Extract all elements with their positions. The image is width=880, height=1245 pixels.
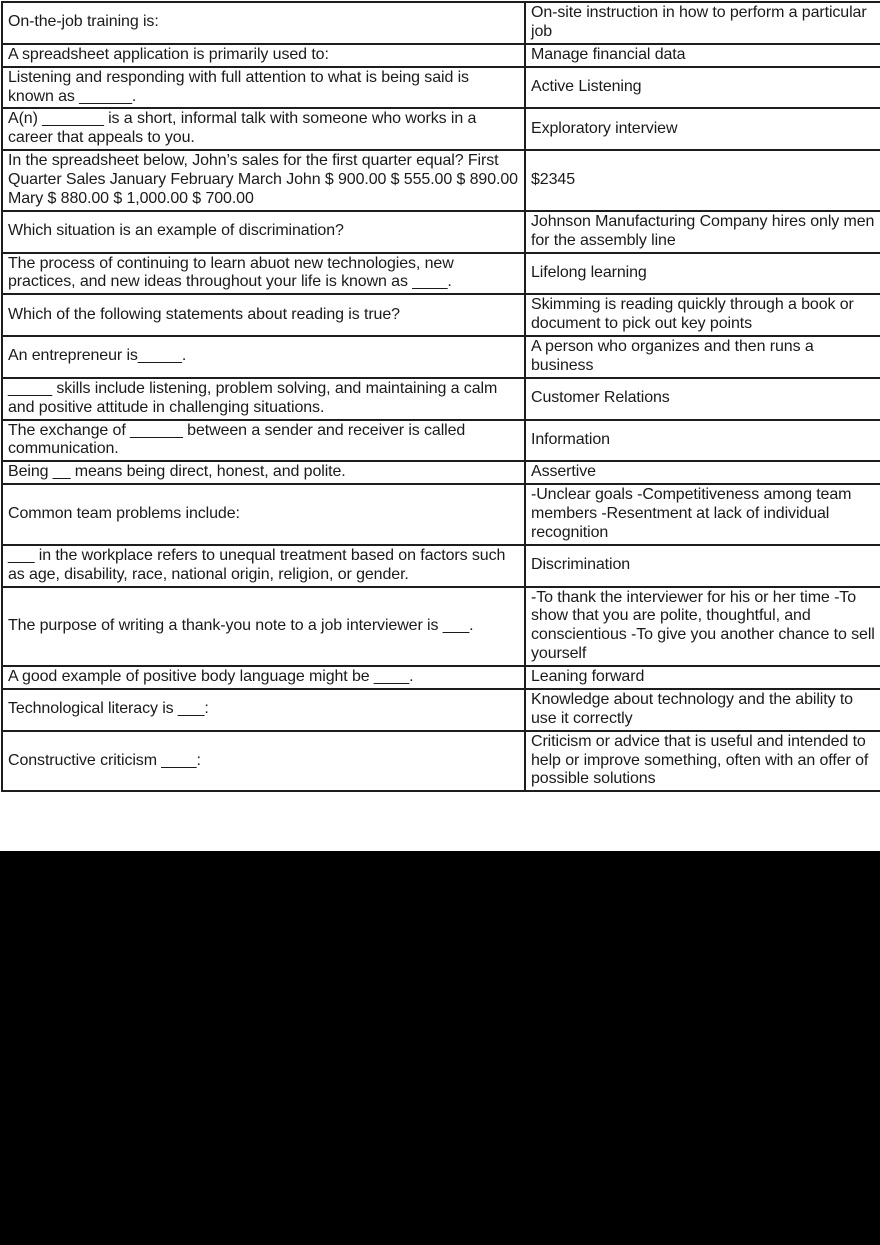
answer-cell: Skimming is reading quickly through a book or document to pick out key points bbox=[525, 294, 880, 336]
answer-cell: Knowledge about technology and the ability to use it correctly bbox=[525, 689, 880, 731]
answer-cell: Leaning forward bbox=[525, 666, 880, 689]
page-bottom-margin bbox=[0, 792, 880, 851]
question-cell: On-the-job training is: bbox=[2, 2, 525, 44]
qa-table bbox=[1, 1, 880, 792]
question-cell: _____ skills include listening, problem solving, and maintaining a calm and positive attitude in challenging situations. bbox=[2, 378, 525, 420]
table-row bbox=[2, 253, 880, 295]
answer-cell: Manage financial data bbox=[525, 44, 880, 67]
answer-cell: Active Listening bbox=[525, 67, 880, 109]
answer-cell: A person who organizes and then runs a business bbox=[525, 336, 880, 378]
answer-cell: Lifelong learning bbox=[525, 253, 880, 295]
question-cell: Common team problems include: bbox=[2, 484, 525, 545]
question-cell: In the spreadsheet below, John’s sales for the first quarter equal? First Quarter Sales January February March John $ 900.00 $ 555.00 $ 890.00 Mary $ 880.00 $ 1,000.00 $ 700.00 bbox=[2, 150, 525, 211]
table-row bbox=[2, 336, 880, 378]
table-row bbox=[2, 44, 880, 67]
table-row bbox=[2, 545, 880, 587]
table-row bbox=[2, 2, 880, 44]
table-row bbox=[2, 294, 880, 336]
question-cell: Listening and responding with full attention to what is being said is known as ______. bbox=[2, 67, 525, 109]
question-cell: Constructive criticism ____: bbox=[2, 731, 525, 792]
answer-cell: On-site instruction in how to perform a particular job bbox=[525, 2, 880, 44]
question-cell: ___ in the workplace refers to unequal treatment based on factors such as age, disability, race, national origin, religion, or gender. bbox=[2, 545, 525, 587]
table-row bbox=[2, 666, 880, 689]
question-cell: A spreadsheet application is primarily used to: bbox=[2, 44, 525, 67]
table-row bbox=[2, 461, 880, 484]
answer-cell: Information bbox=[525, 420, 880, 462]
question-cell: Which of the following statements about reading is true? bbox=[2, 294, 525, 336]
table-row bbox=[2, 150, 880, 211]
table-row bbox=[2, 587, 880, 667]
table-row bbox=[2, 689, 880, 731]
question-cell: Technological literacy is ___: bbox=[2, 689, 525, 731]
letterbox-bottom bbox=[0, 851, 880, 1245]
question-cell: Which situation is an example of discrimination? bbox=[2, 211, 525, 253]
answer-cell: Discrimination bbox=[525, 545, 880, 587]
table-row bbox=[2, 211, 880, 253]
question-cell: A good example of positive body language might be ____. bbox=[2, 666, 525, 689]
answer-cell: Exploratory interview bbox=[525, 108, 880, 150]
question-cell: The purpose of writing a thank-you note to a job interviewer is ___. bbox=[2, 587, 525, 667]
answer-cell: $2345 bbox=[525, 150, 880, 211]
answer-cell: Assertive bbox=[525, 461, 880, 484]
table-row bbox=[2, 108, 880, 150]
table-row bbox=[2, 378, 880, 420]
table-row bbox=[2, 731, 880, 792]
answer-cell: Johnson Manufacturing Company hires only men for the assembly line bbox=[525, 211, 880, 253]
answer-cell: Customer Relations bbox=[525, 378, 880, 420]
question-cell: An entrepreneur is_____. bbox=[2, 336, 525, 378]
question-cell: Being __ means being direct, honest, and polite. bbox=[2, 461, 525, 484]
table-row bbox=[2, 67, 880, 109]
answer-cell: Criticism or advice that is useful and intended to help or improve something, often with an offer of possible solutions bbox=[525, 731, 880, 792]
answer-cell: -To thank the interviewer for his or her time -To show that you are polite, thoughtful, and conscientious -To give you another chance to sell yourself bbox=[525, 587, 880, 667]
answer-cell: -Unclear goals -Competitiveness among team members -Resentment at lack of individual recognition bbox=[525, 484, 880, 545]
question-cell: A(n) _______ is a short, informal talk with someone who works in a career that appeals to you. bbox=[2, 108, 525, 150]
table-row bbox=[2, 420, 880, 462]
question-cell: The exchange of ______ between a sender and receiver is called communication. bbox=[2, 420, 525, 462]
qa-table-body bbox=[2, 2, 880, 791]
question-cell: The process of continuing to learn abuot new technologies, new practices, and new ideas throughout your life is known as ____. bbox=[2, 253, 525, 295]
table-row bbox=[2, 484, 880, 545]
